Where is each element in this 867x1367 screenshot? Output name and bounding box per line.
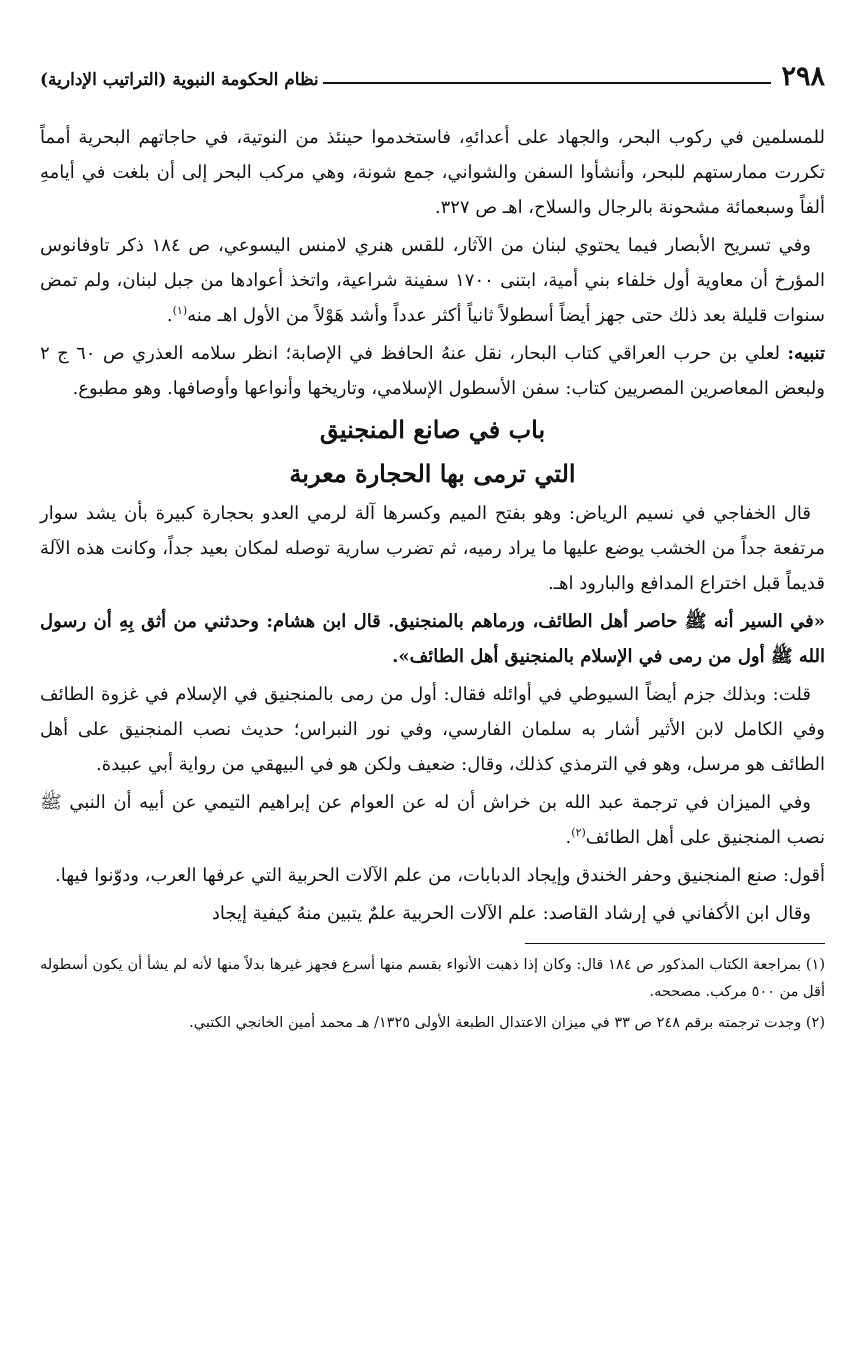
quote-paragraph: «في السير أنه ﷺ حاصر أهل الطائف، ورماهم بالمنجنيق. قال ابن هشام: وحدثني من أثق بِهِ أن رسول الله ﷺ أول من رمى في الإسلام بالمنجنيق أهل الطائف».: [40, 611, 825, 667]
footnote-reference: (٢): [571, 826, 586, 839]
paragraph: قال الخفاجي في نسيم الرياض: وهو بفتح الميم وكسرها آلة لرمي العدو بحجارة كبيرة بأن يشد سوار مرتفعة جداً من الخشب يوضع عليها ما يراد رميه، ثم تضرب سارية توصله لمكان بعيد جداً، وكانت هذه الآلة قديماً قبل اختراع المدافع والبارود اهـ.: [40, 503, 825, 594]
paragraph: [40, 785, 825, 855]
paragraph: قلت: وبذلك جزم أيضاً السيوطي في أوائله فقال: أول من رمى بالمنجنيق في الإسلام في غزوة الطائف وفي الكامل لابن الأثير أشار به سلمان الفارسي، وفي نور النبراس؛ حديث نصب المنجنيق على أهل الطائف هو مرسل، وهو في الترمذي كذلك، وقال: ضعيف ولكن هو في البيهقي من رواية أبي عبيدة.: [40, 684, 825, 775]
paragraph-text: وفي الميزان في ترجمة عبد الله بن خراش أن له عن العوام عن إبراهيم التيمي عن أبيه أن النبي ﷺ نصب المنجنيق على أهل الطائف: [40, 792, 825, 848]
paragraph-text: وفي تسريح الأبصار فيما يحتوي لبنان من الآثار، للقس هنري لامنس اليسوعي، ص ١٨٤ ذكر تاوفانوس المؤرخ أن معاوية أول خلفاء بني أمية، ابتنى ١٧٠٠ سفينة شراعية، واتخذ أعوادها من جبل لبنان، ولم تمض سنوات قليلة بعد ذلك حتى جهز أيضاً أسطولاً ثانياً أكثر عدداً وأشد هَوْلاً من الأول اهـ منه: [40, 235, 825, 326]
main-text: [40, 120, 825, 931]
footnote: (٢) وجدت ترجمته برقم ٢٤٨ ص ٣٣ في ميزان الاعتدال الطبعة الأولى ١٣٢٥/ هـ محمد أمين الخانجي الكتبي.: [189, 1015, 825, 1031]
note-lead: تنبيه:: [787, 343, 825, 364]
footnotes: [40, 952, 825, 1037]
header-rule: [323, 82, 772, 84]
footnote: (١) بمراجعة الكتاب المذكور ص ١٨٤ قال: وكان إذا ذهبت الأنواء بقسم منها أسرع فجهز غيرها بدلاً منها لأنه لم يشأ أن يكون أسطوله أقل من ٥٠٠ مركب. مصححه.: [40, 957, 825, 1000]
paragraph: أقول: صنع المنجنيق وحفر الخندق وإيجاد الدبابات، من علم الآلات الحربية التي عرفها العرب، ودوّنوا فيها.: [54, 865, 825, 886]
note-paragraph: [40, 336, 825, 406]
paragraph: للمسلمين في ركوب البحر، والجهاد على أعدائهِ، فاستخدموا حينئذ من النوتية، في حاجاتهم البحرية أمماً تكررت ممارستهم للبحر، وأنشأوا السفن والشواني، جمع شونة، وهي مركب البحر إلى أن بلغت في أيامهِ ألفاً وسبعمائة مشحونة بالرجال والسلاح، اهـ ص ٣٢٧.: [40, 127, 825, 218]
paragraph: وقال ابن الأكفاني في إرشاد القاصد: علم الآلات الحربية علمٌ يتبين منهُ كيفية إيجاد: [211, 903, 811, 924]
footnote-reference: (١): [172, 304, 188, 317]
section-subtitle: التي ترمى بها الحجارة معربة: [289, 459, 576, 488]
running-header: [40, 54, 825, 90]
section-title: باب في صانع المنجنيق: [319, 415, 546, 444]
footnote-divider: [525, 943, 825, 944]
sentence-end: .: [565, 827, 572, 848]
sentence-end: .: [166, 305, 173, 326]
page-number: ٢٩٨: [781, 61, 825, 92]
note-text: لعلي بن حرب العراقي كتاب البحار، نقل عنهُ الحافظ في الإصابة؛ انظر سلامه العذري ص ٦٠ ج ٢ ولبعض المعاصرين المصريين كتاب: سفن الأسطول الإسلامي، وتاريخها وأنواعها وأوصافها. وهو مطبوع.: [40, 343, 825, 399]
paragraph: [40, 228, 825, 333]
running-title: نظام الحكومة النبوية (التراتيب الإدارية): [40, 70, 319, 91]
book-page: [40, 54, 825, 1357]
